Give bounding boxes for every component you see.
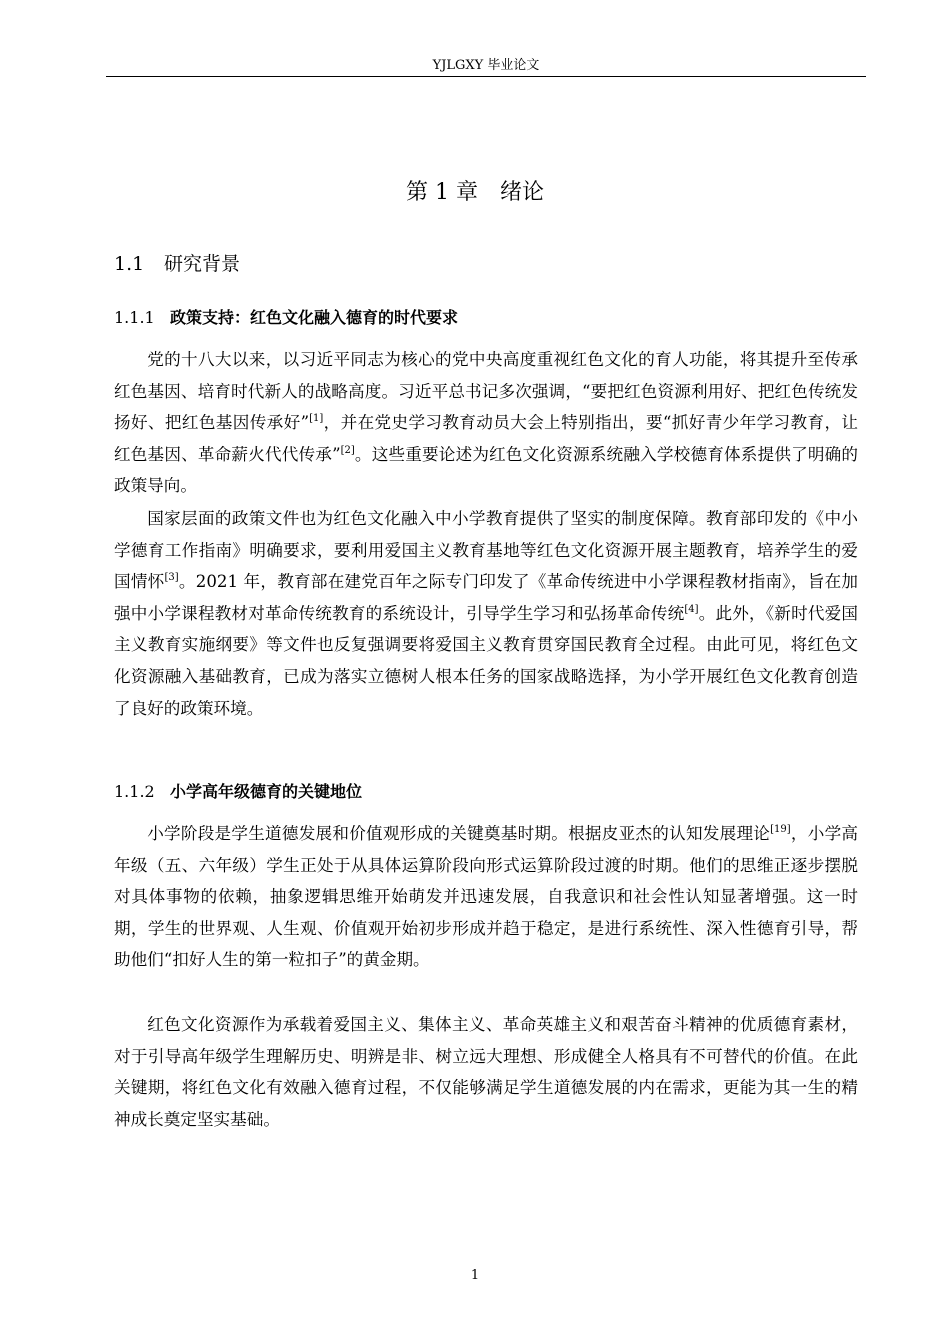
page-header: YJLGXY 毕业论文 bbox=[432, 58, 540, 73]
subsection-number: 1.1.2 bbox=[114, 782, 155, 801]
paragraph-3 bbox=[114, 818, 858, 976]
subsection-number: 1.1.1 bbox=[114, 308, 155, 327]
paragraph-text: ，小学高年级（五、六年级）学生正处于从具体运算阶段向形式运算阶段过渡的时期。他们的思维正逐步摆脱对具体事物的依赖，抽象逻辑思维开始萌发并迅速发展，自我意识和社会性认知显著增强。这一时期，学生的世界观、人生观、价值观开始初步形成并趋于稳定，是进行系统性、深入性德育引导，帮助他们“扣好人生的第一粒扣子”的黄金期。 bbox=[114, 824, 859, 970]
chapter-name: 绪论 bbox=[499, 180, 544, 205]
paragraph-text: 。2021 年，教育部在建党百年之际专门印发了《革命传统进中小学课程教材指南》，旨在加强中小学课程教材对革命传统教育的系统设计，引导学生学习和弘扬革命传统 bbox=[114, 572, 858, 623]
section-number: 1.1 bbox=[114, 253, 145, 275]
citation-ref: [2] bbox=[340, 444, 355, 456]
paragraph-text: 国家层面的政策文件也为红色文化融入中小学教育提供了坚实的制度保障。教育部印发的《中小学德育工作指南》明确要求，要利用爱国主义教育基地等红色文化资源开展主题教育，培养学生的爱国情怀 bbox=[114, 509, 858, 592]
citation-ref: [4] bbox=[684, 603, 699, 615]
paragraph-text: 。此外，《新时代爱国主义教育实施纲要》等文件也反复强调要将爱国主义教育贯穿国民教育全过程。由此可见，将红色文化资源融入基础教育，已成为落实立德树人根本任务的国家战略选择，为小学开展红色文化教育创造了良好的政策环境。 bbox=[114, 603, 859, 718]
paragraph-4: 红色文化资源作为承载着爱国主义、集体主义、革命英雄主义和艰苦奋斗精神的优质德育素材，对于引导高年级学生理解历史、明辨是非、树立远大理想、形成健全人格具有不可替代的价值。在此关键期，将红色文化有效融入德育过程，不仅能够满足学生道德发展的内在需求，更能为其一生的精神成长奠定坚实基础。 bbox=[114, 1015, 858, 1129]
chapter-number: 第 1 章 bbox=[406, 180, 478, 205]
paragraph-text: ，并在党史学习教育动员大会上特别指出，要“抓好青少年学习教育，让红色基因、革命薪火代代传承” bbox=[114, 413, 859, 464]
page-number: 1 bbox=[470, 1268, 480, 1283]
section-heading-1-1 bbox=[114, 250, 240, 278]
subsection-heading-1-1-1 bbox=[114, 306, 458, 330]
paragraph-text: 。这些重要论述为红色文化资源系统融入学校德育体系提供了明确的政策导向。 bbox=[114, 444, 859, 496]
subsection-title: 政策支持：红色文化融入德育的时代要求 bbox=[170, 308, 459, 327]
subsection-title: 小学高年级德育的关键地位 bbox=[170, 782, 363, 801]
chapter-title bbox=[0, 178, 950, 208]
citation-ref: [19] bbox=[770, 824, 791, 835]
citation-ref: [1] bbox=[309, 413, 324, 425]
paragraph-text: 小学阶段是学生道德发展和价值观形成的关键奠基时期。根据皮亚杰的认知发展理论 bbox=[147, 824, 771, 843]
subsection-heading-1-1-2 bbox=[114, 780, 362, 804]
paragraph-2 bbox=[114, 503, 858, 724]
header-rule bbox=[106, 76, 866, 77]
paragraph-1 bbox=[114, 344, 858, 502]
paragraph-text: 党的十八大以来，以习近平同志为核心的党中央高度重视红色文化的育人功能，将其提升至传承红色基因、培育时代新人的战略高度。习近平总书记多次强调，“要把红色资源利用好、把红色传统发扬好、把红色基因传承好” bbox=[114, 350, 858, 433]
section-title: 研究背景 bbox=[164, 253, 241, 275]
citation-ref: [3] bbox=[164, 572, 179, 584]
